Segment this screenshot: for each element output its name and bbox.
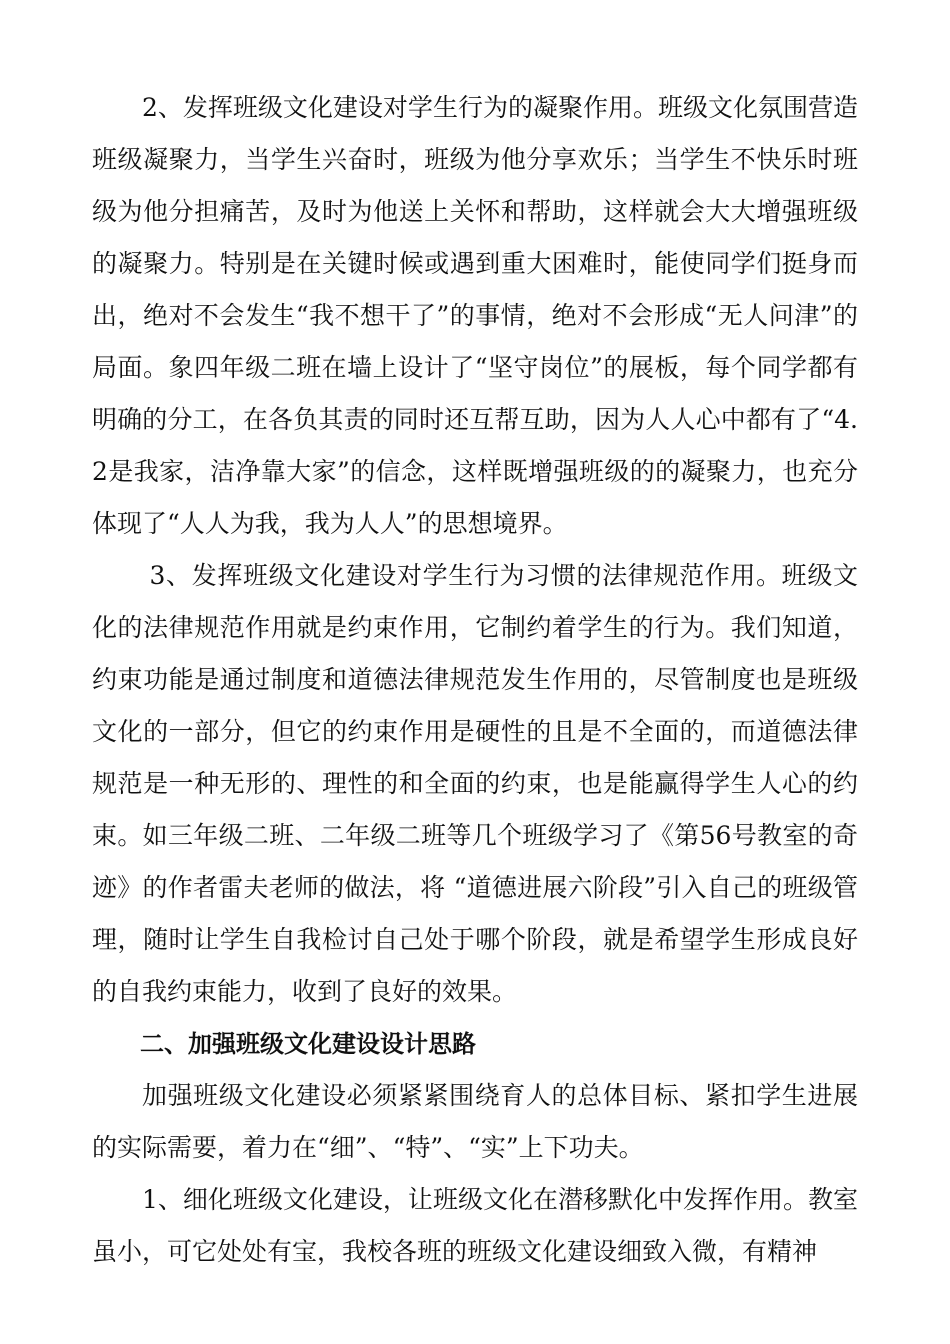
- document-page: [92, 82, 858, 1278]
- section-heading: 二、加强班级文化建设设计思路: [140, 1030, 476, 1058]
- paragraph-design-intro: 加强班级文化建设必须紧紧围绕育人的总体目标、紧扣学生进展的实际需要，着力在“细”、“特”、“实”上下功夫。: [92, 1081, 858, 1162]
- paragraph-cohesion: 2、发挥班级文化建设对学生行为的凝聚作用。班级文化氛围营造班级凝聚力，当学生兴奋时，班级为他分享欢乐；当学生不快乐时班级为他分担痛苦，及时为他送上关怀和帮助，这样就会大大增强班级的凝聚力。特别是在关键时候或遇到重大困难时，能使同学们挺身而出，绝对不会发生“我不想干了”的事情，绝对不会形成“无人问津”的局面。象四年级二班在墙上设计了“坚守岗位”的展板，每个同学都有明确的分工，在各负其责的同时还互帮互助，因为人人心中都有了“4.2是我家，洁净靠大家”的信念，这样既增强班级的的凝聚力，也充分体现了“人人为我，我为人人”的思想境界。: [92, 93, 858, 538]
- paragraph-refine: 1、细化班级文化建设，让班级文化在潜移默化中发挥作用。教室虽小，可它处处有宝，我校各班的班级文化建设细致入微，有精神: [92, 1185, 858, 1266]
- paragraph-regulation: 3、发挥班级文化建设对学生行为习惯的法律规范作用。班级文化的法律规范作用就是约束作用，它制约着学生的行为。我们知道，约束功能是通过制度和道德法律规范发生作用的，尽管制度也是班级文化的一部分，但它的约束作用是硬性的且是不全面的，而道德法律规范是一种无形的、理性的和全面的约束，也是能赢得学生人心的约束。如三年级二班、二年级二班等几个班级学习了《第56号教室的奇迹》的作者雷夫老师的做法，将 “道德进展六阶段”引入自己的班级管理，随时让学生自我检讨自己处于哪个阶段，就是希望学生形成良好的自我约束能力，收到了良好的效果。: [92, 561, 858, 1006]
